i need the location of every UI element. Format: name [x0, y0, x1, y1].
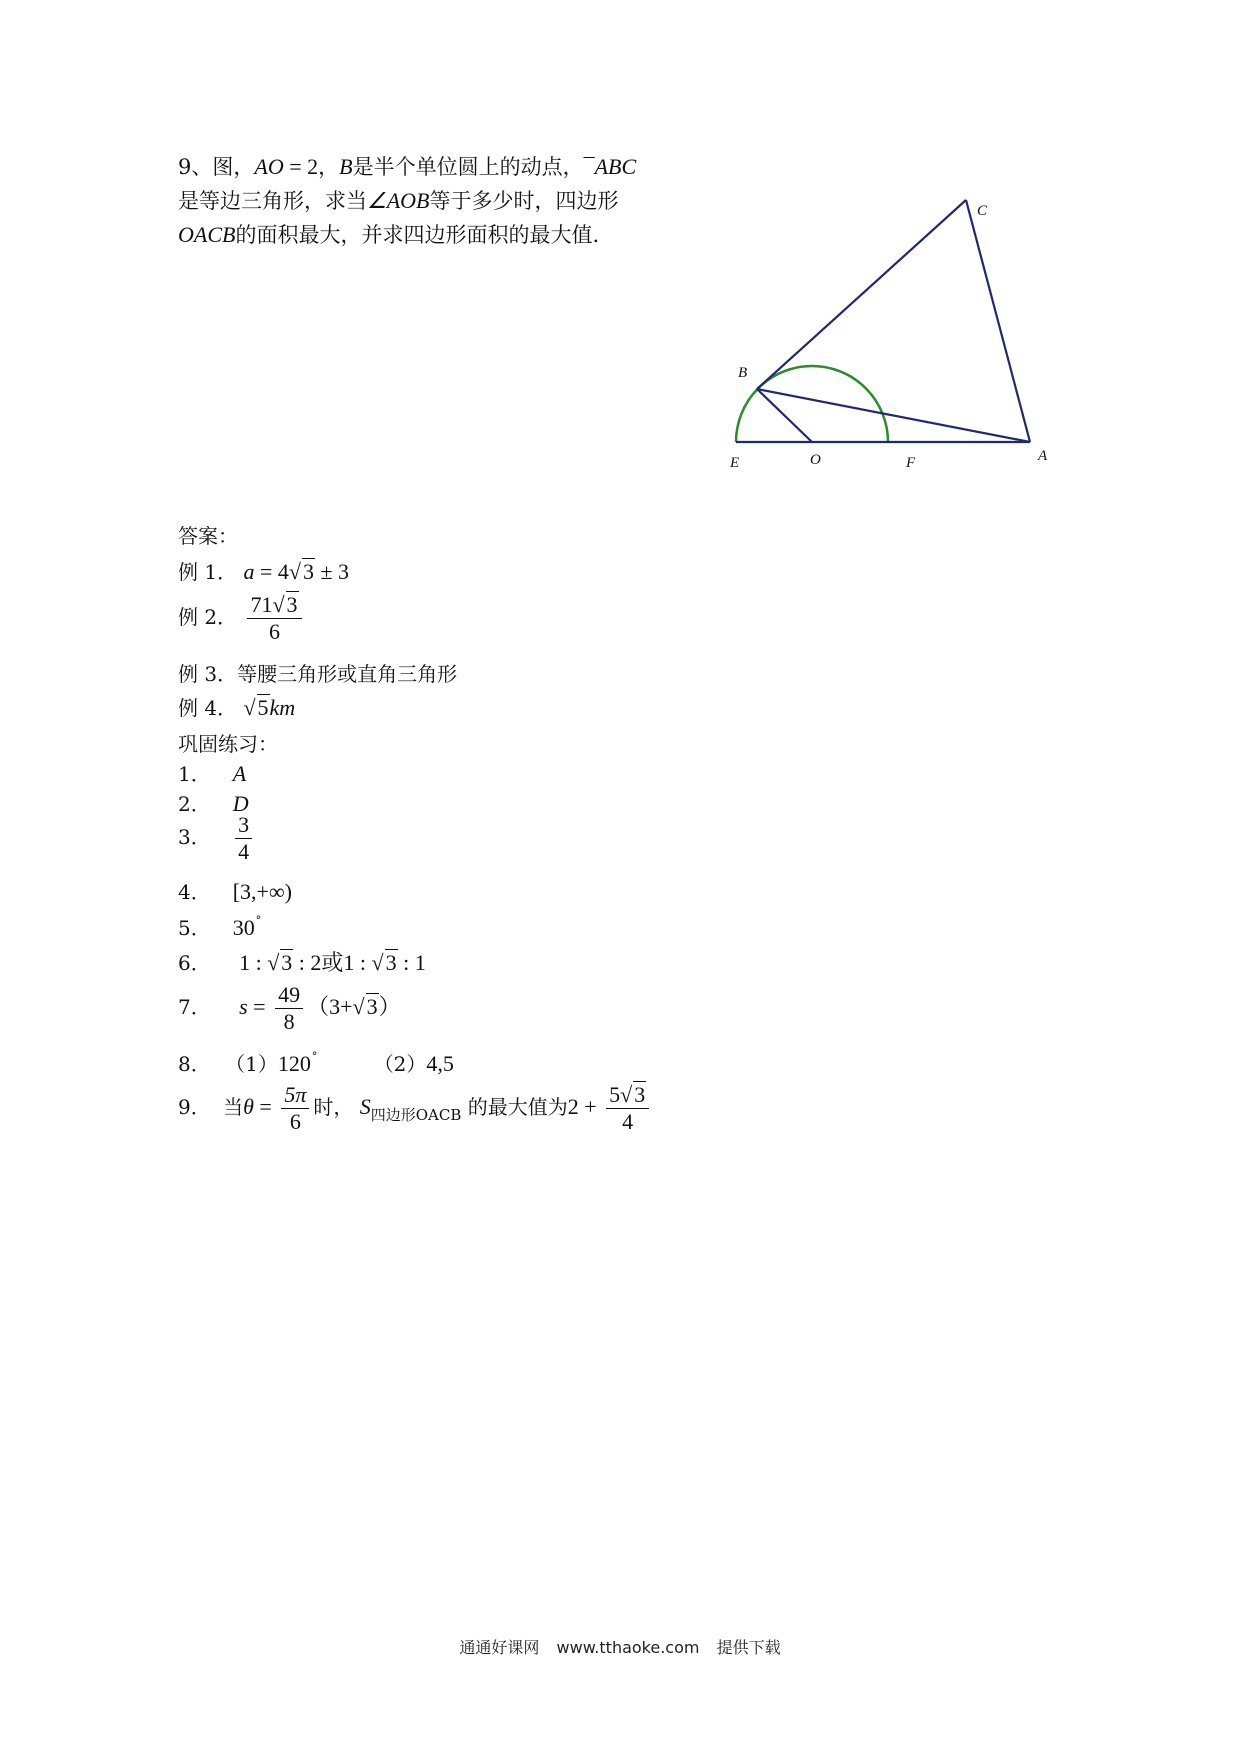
segment-bc — [757, 200, 966, 389]
semicircle-arc — [736, 366, 888, 442]
problem-line-2: 是等边三角形，求当∠AOB等于多少时，四边形 — [178, 188, 619, 213]
answer-ex4: 例 4． √5km — [178, 695, 296, 720]
problem-9 — [178, 150, 718, 252]
fraction: $\frac{5\pi}{6}$ — [281, 1082, 309, 1135]
fraction: $\frac{71√3}{6}$ — [247, 592, 301, 645]
answer-ex3: 例 3．等腰三角形或直角三角形 — [178, 662, 458, 686]
practice-3: 3． $\frac{3}{4}$ — [178, 812, 256, 865]
footer-site: 通通好课网 — [459, 1638, 540, 1657]
practice-7: 7． s = $\frac{49}{8}$ （3+√3） — [178, 982, 401, 1034]
footer-tail: 提供下载 — [716, 1638, 781, 1657]
segment-ac — [966, 200, 1030, 442]
answers-heading: 答案： — [178, 524, 238, 548]
label-o: O — [810, 452, 821, 468]
segment-ob — [757, 389, 812, 442]
segment-ab — [757, 389, 1030, 442]
practice-9: 9． 当θ = $\frac{5\pi}{6}$ 时， $S_{四边形OACB}$ 的最大值为2 + $\frac{5√3}{4}$ — [178, 1082, 653, 1135]
practice-6: 6． 1 : √3 : 2或1 : √3 : 1 — [178, 950, 426, 975]
footer-url[interactable]: www.tthaoke.com — [556, 1638, 700, 1657]
sqrt: √3 — [288, 559, 314, 584]
problem-line-1: 9、图，AO = 2，B是半个单位圆上的动点，¯ABC — [178, 154, 637, 179]
fraction: $\frac{3}{4}$ — [235, 812, 252, 865]
problem-line-3: OACB的面积最大，并求四边形面积的最大值. — [178, 222, 600, 247]
page-footer — [0, 1635, 1240, 1658]
fraction: $\frac{5√3}{4}$ — [606, 1082, 649, 1135]
label-b: B — [738, 365, 748, 381]
label-a: A — [1038, 448, 1048, 464]
answer-ex2: 例 2． $\frac{71√3}{6}$ — [178, 592, 306, 645]
sqrt: √5 — [243, 695, 269, 720]
answer-ex1: 例 1． a = 4√3 ± 3 — [178, 559, 350, 584]
label-f: F — [906, 455, 916, 471]
practice-4: 4． [3,+∞) — [178, 879, 292, 904]
practice-2: 2． D — [178, 791, 249, 816]
practice-1: 1． A — [178, 761, 247, 786]
practice-5: 5． 30° — [178, 914, 262, 940]
geometry-figure — [730, 190, 1070, 480]
label-e: E — [730, 455, 740, 471]
label-c: C — [977, 203, 988, 219]
practice-heading: 巩固练习： — [178, 732, 278, 756]
practice-8: 8． （1）120° （2）4,5 — [178, 1050, 454, 1076]
fraction: $\frac{49}{8}$ — [275, 982, 303, 1035]
